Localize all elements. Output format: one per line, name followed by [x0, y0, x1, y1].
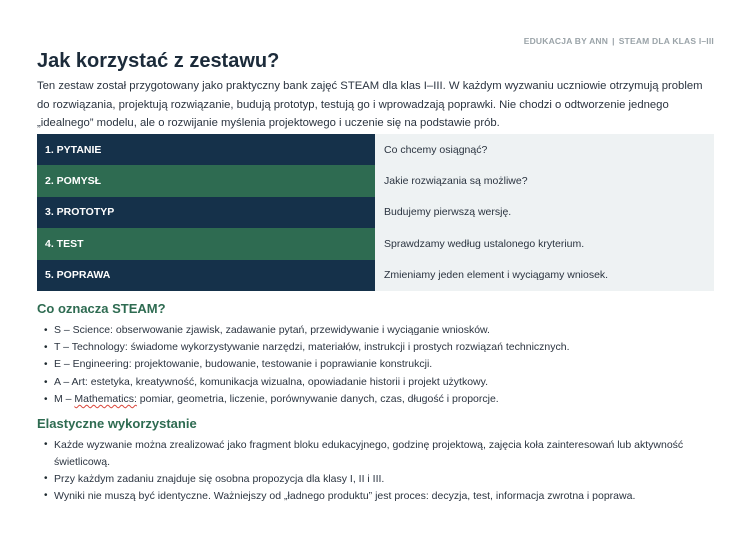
step-label: 4. TEST [37, 228, 375, 259]
list-item: • Wyniki nie muszą być identyczne. Ważniejszy od „ładnego produktu” jest proces: decyzja, test, informacja zwrotna i poprawa. [44, 488, 714, 505]
header-brand: EDUKACJA BY ANN [523, 36, 609, 46]
step-row [37, 165, 714, 196]
step-row [37, 134, 714, 165]
step-label: 5. POPRAWA [37, 260, 375, 291]
list-item: • A – Art: estetyka, kreatywność, komunikacja wizualna, opowiadanie historii i projekt użytkowy. [44, 374, 570, 391]
step-row [37, 228, 714, 259]
list-item: • Przy każdym zadaniu znajduje się osobna propozycja dla klasy I, II i III. [44, 471, 714, 488]
math-word: Mathematics: [74, 392, 137, 405]
step-row [37, 260, 714, 291]
step-description: Sprawdzamy według ustalonego kryterium. [375, 228, 714, 259]
step-description: Co chcemy osiągnąć? [375, 134, 714, 165]
flexible-heading: Elastyczne wykorzystanie [37, 416, 197, 431]
steam-heading: Co oznacza STEAM? [37, 301, 166, 316]
list-item: • E – Engineering: projektowanie, budowanie, testowanie i poprawianie konstrukcji. [44, 356, 570, 373]
step-description: Zmieniamy jeden element i wyciągamy wniosek. [375, 260, 714, 291]
header-separator: | [612, 36, 615, 46]
step-label: 1. PYTANIE [37, 134, 375, 165]
math-text: pomiar, geometria, liczenie, porównywanie danych, czas, długość i proporcje. [139, 392, 499, 405]
list-item: • Każde wyzwanie można zrealizować jako fragment bloku edukacyjnego, godzinę projektową, zajęcia koła zainteresowań lub aktywność świetlicową. [44, 437, 714, 470]
steps-table [37, 134, 714, 291]
step-label: 3. PROTOTYP [37, 197, 375, 228]
flexible-list [44, 437, 714, 505]
header-series: STEAM DLA KLAS I–III [618, 36, 714, 46]
list-item-math [44, 391, 570, 408]
step-description: Jakie rozwiązania są możliwe? [375, 165, 714, 196]
page-title: Jak korzystać z zestawu? [37, 50, 280, 72]
steam-list [44, 322, 570, 408]
list-item: • T – Technology: świadome wykorzystywanie narzędzi, materiałów, instrukcji i prostych rozwiązań technicznych. [44, 339, 570, 356]
list-item: • S – Science: obserwowanie zjawisk, zadawanie pytań, przewidywanie i wyciąganie wniosków. [44, 322, 570, 339]
step-label: 2. POMYSŁ [37, 165, 375, 196]
intro-paragraph: Ten zestaw został przygotowany jako praktyczny bank zajęć STEAM dla klas I–III. W każdym wyzwaniu uczniowie otrzymują problem do rozwiązania, projektują rozwiązanie, budują prototyp, testują go i wprowadzają poprawki. Nie chodzi o odtworzenie jednego „idealnego” modelu, ale o rozwijanie myślenia projektowego i uczenie się na podstawie prób. [37, 80, 703, 129]
math-prefix: M – [54, 392, 75, 405]
page-header [524, 36, 714, 46]
step-description: Budujemy pierwszą wersję. [375, 197, 714, 228]
step-row [37, 197, 714, 228]
